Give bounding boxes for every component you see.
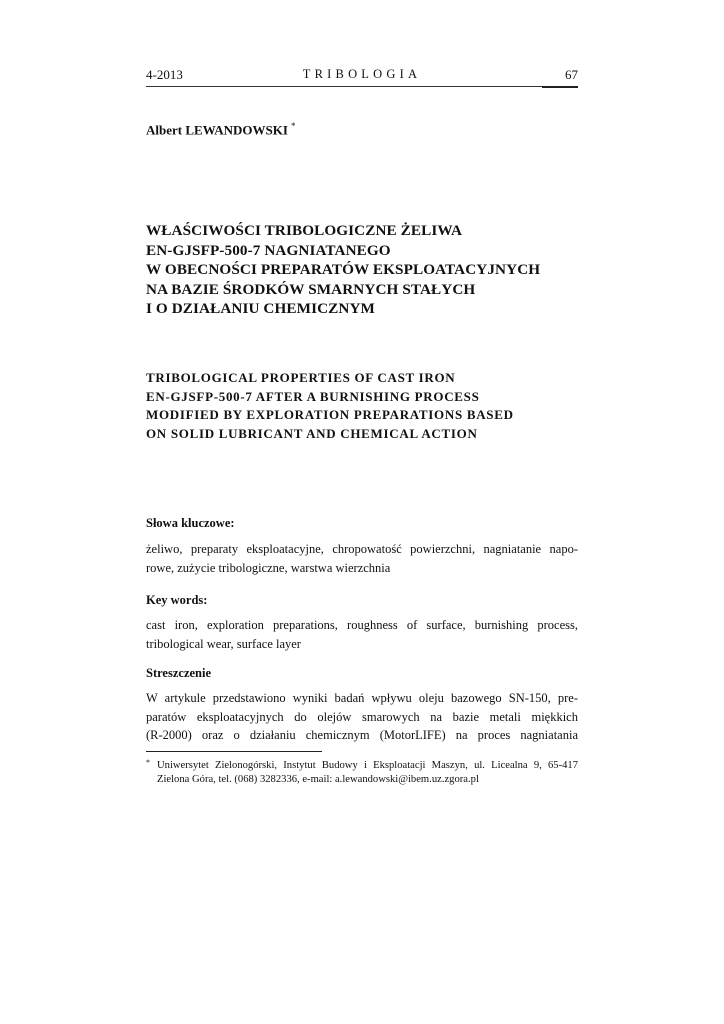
title-english-line: EN-GJSFP-500-7 AFTER A BURNISHING PROCESS: [146, 388, 480, 404]
keywords-english-text: [146, 616, 578, 653]
header-page-number: 67: [565, 67, 578, 82]
author-line: [146, 121, 295, 138]
title-english-line: ON SOLID LUBRICANT AND CHEMICAL ACTION: [146, 425, 478, 441]
title-polish-line: I O DZIAŁANIU CHEMICZNYM: [146, 300, 375, 317]
footnote-mark: *: [146, 758, 150, 767]
keywords-english-line: cast iron, exploration preparations, roughness of surface, burnishing process,: [146, 618, 578, 632]
keywords-polish-line: żeliwo, preparaty eksploatacyjne, chropowatość powierzchni, nagniatanie napo-: [146, 542, 578, 556]
title-english: [146, 369, 578, 443]
abstract-heading: Streszczenie: [146, 666, 212, 680]
abstract-text: [146, 689, 578, 745]
footnote-separator: [146, 751, 322, 752]
keywords-polish-line: rowe, zużycie tribologiczne, warstwa wierzchnia: [146, 560, 391, 575]
title-polish-line: EN-GJSFP-500-7 NAGNIATANEGO: [146, 241, 391, 259]
footnote: [146, 759, 578, 787]
keywords-polish-text: [146, 540, 578, 577]
header-journal-name: TRIBOLOGIA: [302, 67, 422, 81]
abstract-line: paratów eksploatacyjnych do olejów smarowych na bazie metali miękkich: [146, 709, 578, 724]
footnote-line: Zielona Góra, tel. (068) 3282336, e-mail: a.lewandowski@ibem.uz.zgora.pl: [157, 774, 479, 785]
title-polish-line: WŁAŚCIWOŚCI TRIBOLOGICZNE ŻELIWA: [146, 222, 463, 239]
footnote-text: [157, 759, 578, 787]
abstract-line: W artykule przedstawiono wyniki badań wpływu oleju bazowego SN-150, pre-: [146, 691, 578, 705]
abstract-line: (R-2000) oraz o działaniu chemicznym (MotorLIFE) na proces nagniatania: [146, 728, 578, 742]
title-polish: [146, 221, 596, 319]
title-english-line: MODIFIED BY EXPLORATION PREPARATIONS BASED: [146, 407, 514, 422]
header-rule-accent: [542, 86, 578, 88]
title-polish-line: NA BAZIE ŚRODKÓW SMARNYCH STAŁYCH: [146, 280, 476, 298]
header-issue: 4-2013: [146, 67, 183, 82]
author-footnote-mark: *: [290, 121, 296, 131]
keywords-english-line: tribological wear, surface layer: [146, 636, 301, 651]
keywords-english-heading: Key words:: [146, 593, 208, 607]
author-name: Albert LEWANDOWSKI: [146, 122, 288, 138]
footnote-line: Uniwersytet Zielonogórski, Instytut Budowy i Eksploatacji Maszyn, ul. Licealna 9, 65-417: [157, 760, 578, 771]
keywords-polish-heading: Słowa kluczowe:: [146, 516, 235, 530]
header-rule: [146, 86, 578, 87]
title-polish-line: W OBECNOŚCI PREPARATÓW EKSPLOATACYJNYCH: [146, 261, 541, 278]
title-english-line: TRIBOLOGICAL PROPERTIES OF CAST IRON: [146, 370, 456, 385]
